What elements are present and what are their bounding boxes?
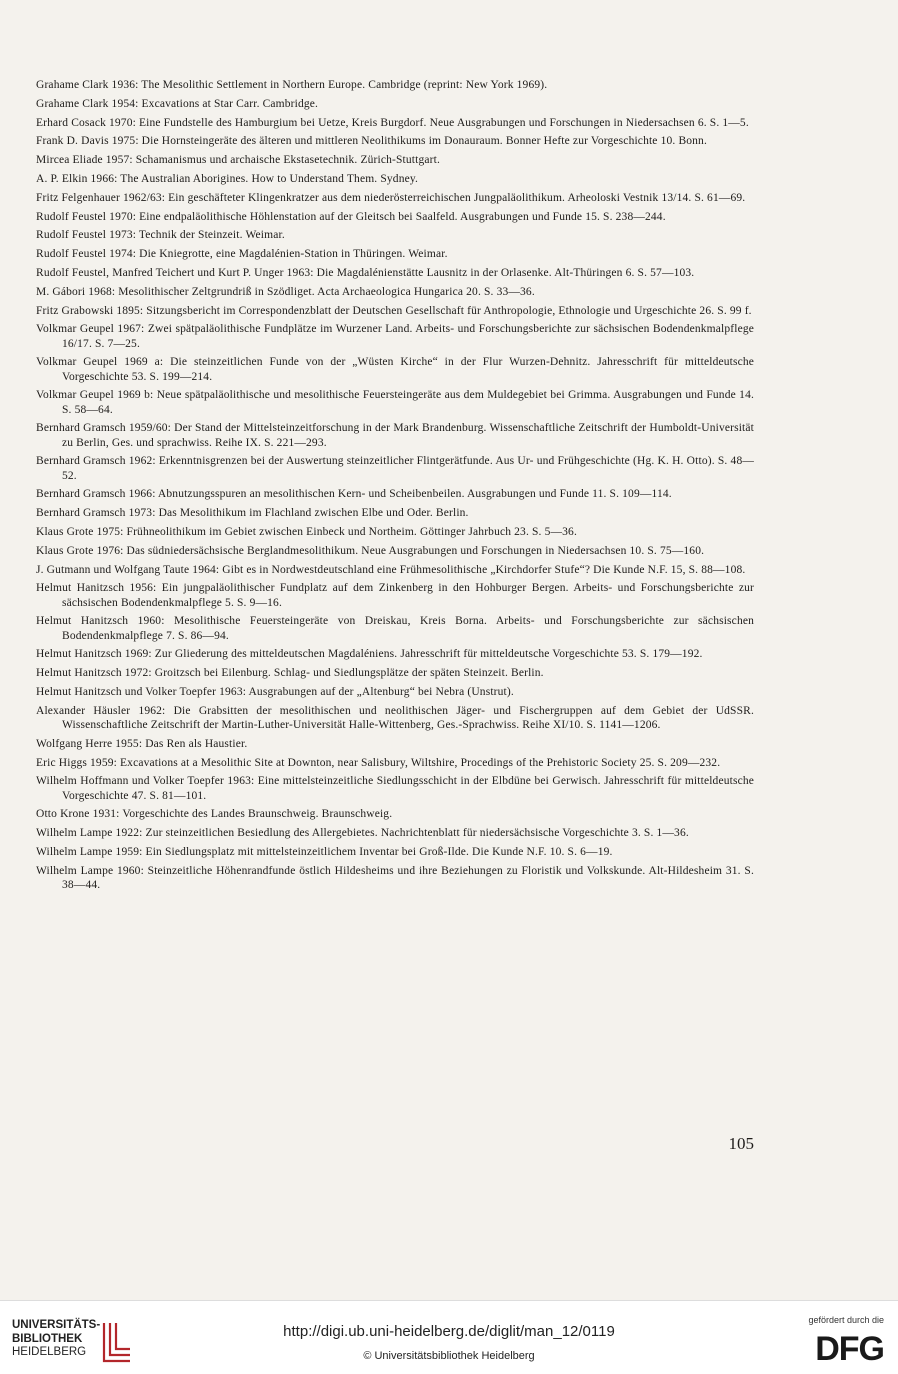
reference-entry: Helmut Hanitzsch und Volker Toepfer 1963: Ausgrabungen auf der „Altenburg“ bei Nebra (Unstrut). [36,685,514,698]
page-number: 105 [728,1134,754,1153]
dfg-logo-text: DFG [815,1330,884,1363]
reference-entry: Wilhelm Lampe 1959: Ein Siedlungsplatz mit mittelsteinzeitlichem Inventar bei Groß-Ilde. Die Kunde N.F. 10. S. 6—19. [36,845,613,858]
bibliography-list [36,78,754,897]
library-name-line3: HEIDELBERG [12,1346,87,1358]
dfg-sponsor[interactable] [794,1315,884,1367]
dfg-logo-icon [800,1329,884,1363]
reference-entry: Volkmar Geupel 1969 a: Die steinzeitlichen Funde von der „Wüsten Kirche“ in der Flur Wurzen-Dehnitz. Jahresschrift für mitteldeutsche Vorgeschichte 53. S. 199—214. [36,356,754,383]
reference-entry: Bernhard Gramsch 1966: Abnutzungsspuren an mesolithischen Kern- und Scheibenbeilen. Ausgrabungen und Funde 11. S. 109—114. [36,488,672,501]
reference-entry: Erhard Cosack 1970: Eine Fundstelle des Hamburgium bei Uetze, Kreis Burgdorf. Neue Ausgrabungen und Forschungen in Niedersachsen 6. S. 1—5. [36,116,749,129]
permalink-url[interactable]: http://digi.ub.uni-heidelberg.de/diglit/man_12/0119 [283,1323,615,1340]
reference-entry: Rudolf Feustel 1970: Eine endpaläolithische Höhlenstation auf der Gleitsch bei Saalfeld. Ausgrabungen und Funde 15. S. 238—244. [36,210,666,223]
reference-entry: Wolfgang Herre 1955: Das Ren als Haustier. [36,737,248,750]
reference-entry: M. Gábori 1968: Mesolithischer Zeltgrundriß in Szödliget. Acta Archaeologica Hungarica 20. S. 33—36. [36,285,535,298]
reference-entry: Frank D. Davis 1975: Die Hornsteingeräte des älteren und mittleren Neolithikums im Donauraum. Bonner Hefte zur Vorgeschichte 10. Bonn. [36,135,707,148]
reference-entry: Volkmar Geupel 1969 b: Neue spätpaläolithische und mesolithische Feuersteingeräte aus dem Muldegebiet bei Grimma. Ausgrabungen und Funde 14. S. 58—64. [36,389,754,416]
viewer-footer [0,1300,898,1374]
reference-entry: Grahame Clark 1936: The Mesolithic Settlement in Northern Europe. Cambridge (reprint: New York 1969). [36,79,548,91]
reference-entry: Klaus Grote 1976: Das südniedersächsische Berglandmesolithikum. Neue Ausgrabungen und Forschungen in Niedersachsen 10. S. 75—160. [36,544,705,557]
reference-entry: J. Gutmann und Wolfgang Taute 1964: Gibt es in Nordwestdeutschland eine Frühmesolithische „Kirchdorfer Stufe“? Die Kunde N.F. 15, S. 88—108. [36,563,746,576]
reference-entry: Rudolf Feustel, Manfred Teichert und Kurt P. Unger 1963: Die Magdalénienstätte Lausnitz in der Orlasenke. Alt-Thüringen 6. S. 57—103. [36,266,695,279]
reference-entry: Fritz Grabowski 1895: Sitzungsbericht im Correspondenzblatt der Deutschen Gesellschaft für Anthropologie, Ethnologie und Urgeschichte 26. S. 99 f. [36,304,752,317]
reference-entry: Otto Krone 1931: Vorgeschichte des Landes Braunschweig. Braunschweig. [36,808,393,821]
reference-entry: Wilhelm Lampe 1960: Steinzeitliche Höhenrandfunde östlich Hildesheims und ihre Beziehungen zu Floristik und Volkskunde. Alt-Hildesheim 31. S. 38—44. [36,864,754,891]
library-name-line2: BIBLIOTHEK [12,1332,83,1345]
reference-entry: Wilhelm Lampe 1922: Zur steinzeitlichen Besiedlung des Allergebietes. Nachrichtenblatt für niedersächsische Vorgeschichte 3. S. 1—36. [36,827,689,840]
reference-entry: Fritz Felgenhauer 1962/63: Ein geschäfteter Klingenkratzer aus dem niederösterreichischen Jungpaläolithikum. Arheoloski Vestnik 13/14. S. 61—69. [36,191,746,204]
dfg-caption: gefördert durch die [808,1315,884,1325]
reference-entry: Bernhard Gramsch 1973: Das Mesolithikum im Flachland zwischen Elbe und Oder. Berlin. [36,507,469,520]
reference-entry: A. P. Elkin 1966: The Australian Aborigines. How to Understand Them. Sydney. [36,172,419,185]
reference-entry: Grahame Clark 1954: Excavations at Star Carr. Cambridge. [36,97,319,110]
reference-entry: Helmut Hanitzsch 1972: Groitzsch bei Eilenburg. Schlag- und Siedlungsplätze der späten Steinzeit. Berlin. [36,667,544,680]
reference-entry: Rudolf Feustel 1974: Die Kniegrotte, eine Magdalénien-Station in Thüringen. Weimar. [36,248,448,261]
reference-entry: Helmut Hanitzsch 1956: Ein jungpaläolithischer Fundplatz auf dem Zinkenberg in den Hohburger Bergen. Arbeits- und Forschungsberichte zur sächsischen Bodendenkmalpflege 5. S. 9—16. [36,582,754,609]
reference-entry: Rudolf Feustel 1973: Technik der Steinzeit. Weimar. [36,229,285,242]
reference-entry: Alexander Häusler 1962: Die Grabsitten der mesolithischen und neolithischen Jäger- und Fischergruppen auf dem Gebiet der UdSSR. Wissenschaftliche Zeitschrift der Martin-Luther-Universität Halle-Wittenberg, Ges.-Sprachwiss. Reihe XI/10. S. 1141—1206. [36,704,754,731]
reference-entry: Bernhard Gramsch 1962: Erkenntnisgrenzen bei der Auswertung steinzeitlicher Flintgerätfunde. Aus Ur- und Frühgeschichte (Hg. K. H. Otto). S. 48—52. [36,455,754,482]
library-name-line1: UNIVERSITÄTS- [12,1319,101,1331]
reference-entry: Helmut Hanitzsch 1969: Zur Gliederung des mitteldeutschen Magdaléniens. Jahresschrift für mitteldeutsche Vorgeschichte 53. S. 179—192. [36,648,703,661]
copyright-notice: © Universitätsbibliothek Heidelberg [363,1350,535,1362]
reference-entry: Bernhard Gramsch 1959/60: Der Stand der Mittelsteinzeitforschung in der Mark Brandenburg. Wissenschaftliche Zeitschrift der Humboldt-Universität zu Berlin, Ges. und sprachwiss. Reihe IX. S. 221—293. [36,422,754,449]
reference-entry: Wilhelm Hoffmann und Volker Toepfer 1963: Eine mittelsteinzeitliche Siedlungsschicht in der Elbdüne bei Gerwisch. Jahresschrift für mitteldeutsche Vorgeschichte 47. S. 81—101. [36,775,754,802]
reference-entry: Volkmar Geupel 1967: Zwei spätpaläolithische Fundplätze im Wurzener Land. Arbeits- und Forschungsberichte zur sächsischen Bodendenkmalpflege 16/17. S. 7—25. [36,323,754,350]
reference-entry: Klaus Grote 1975: Frühneolithikum im Gebiet zwischen Einbeck und Northeim. Göttinger Jahrbuch 23. S. 5—36. [36,525,577,538]
reference-entry: Mircea Eliade 1957: Schamanismus und archaische Ekstasetechnik. Zürich-Stuttgart. [36,154,440,167]
reference-entry: Helmut Hanitzsch 1960: Mesolithische Feuersteingeräte von Dreiskau, Kreis Borna. Arbeits- und Forschungsberichte zur sächsischen Bodendenkmalpflege 7. S. 86—94. [36,615,754,642]
reference-entry: Eric Higgs 1959: Excavations at a Mesolithic Site at Downton, near Salisbury, Wiltshire, Procedings of the Prehistoric Society 25. S. 209—232. [36,756,721,769]
